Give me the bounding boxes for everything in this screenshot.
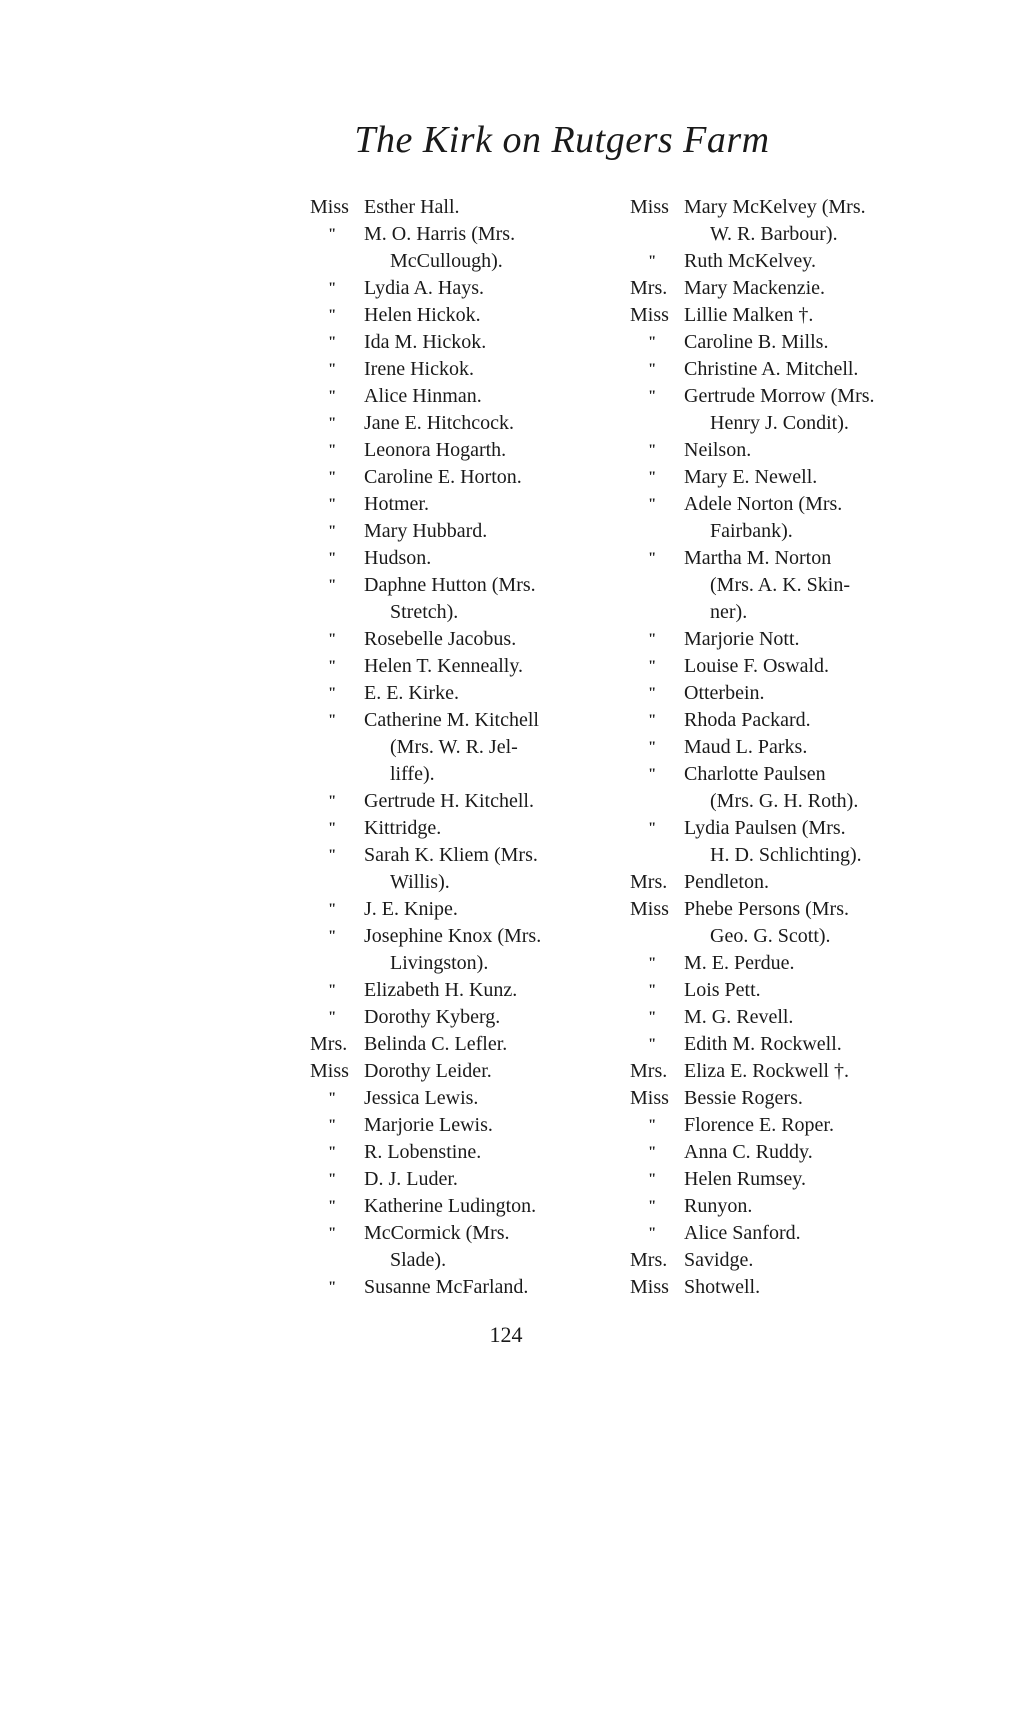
honorific: Mrs. <box>630 277 668 299</box>
person-name: Geo. G. Scott). <box>710 925 831 947</box>
ditto-mark: " <box>328 982 337 998</box>
person-name: (Mrs. G. H. Roth). <box>710 790 859 812</box>
left-column-entry <box>310 491 635 518</box>
ditto-mark: " <box>328 226 337 242</box>
person-name: H. D. Schlichting). <box>710 844 862 866</box>
person-name: Bessie Rogers. <box>684 1087 803 1109</box>
person-name: Dorothy Leider. <box>364 1060 492 1082</box>
person-name: Adele Norton (Mrs. <box>684 493 843 515</box>
person-name: M. O. Harris (Mrs. <box>364 223 516 245</box>
right-column-entry <box>630 1247 960 1274</box>
left-column-entry <box>310 626 635 653</box>
person-name: Louise F. Oswald. <box>684 655 830 677</box>
ditto-mark: " <box>648 496 657 512</box>
right-column-entry <box>630 734 960 761</box>
person-name: Stretch). <box>390 601 459 623</box>
honorific: Miss <box>310 1060 349 1082</box>
person-name: Martha M. Norton <box>684 547 832 569</box>
ditto-mark: " <box>328 577 337 593</box>
left-column-entry <box>310 761 635 788</box>
person-name: Eliza E. Rockwell †. <box>684 1060 849 1082</box>
right-column-entry <box>630 923 960 950</box>
ditto-mark: " <box>648 658 657 674</box>
ditto-mark: " <box>648 469 657 485</box>
right-column-entry <box>630 680 960 707</box>
person-name: Lydia A. Hays. <box>364 277 484 299</box>
ditto-mark: " <box>328 901 337 917</box>
person-name: Dorothy Kyberg. <box>364 1006 501 1028</box>
right-column-entry <box>630 1139 960 1166</box>
right-column-entry <box>630 1031 960 1058</box>
honorific: Miss <box>310 196 349 218</box>
left-column-entry <box>310 518 635 545</box>
left-column-entry <box>310 1085 635 1112</box>
person-name: Anna C. Ruddy. <box>684 1141 813 1163</box>
person-name: Otterbein. <box>684 682 765 704</box>
left-column-entry <box>310 950 635 977</box>
ditto-mark: " <box>328 1144 337 1160</box>
ditto-mark: " <box>648 982 657 998</box>
right-column-entry <box>630 1058 960 1085</box>
ditto-mark: " <box>328 685 337 701</box>
right-column-entry <box>630 626 960 653</box>
ditto-mark: " <box>328 847 337 863</box>
ditto-mark: " <box>648 766 657 782</box>
ditto-mark: " <box>328 415 337 431</box>
person-name: D. J. Luder. <box>364 1168 458 1190</box>
person-name: Elizabeth H. Kunz. <box>364 979 518 1001</box>
right-column-entry <box>630 302 960 329</box>
left-column-entry <box>310 842 635 869</box>
honorific: Mrs. <box>310 1033 348 1055</box>
honorific: Miss <box>630 196 669 218</box>
person-name: (Mrs. A. K. Skin- <box>710 574 851 596</box>
ditto-mark: " <box>328 631 337 647</box>
ditto-mark: " <box>648 334 657 350</box>
ditto-mark: " <box>648 1225 657 1241</box>
person-name: Gertrude H. Kitchell. <box>364 790 534 812</box>
left-column-entry <box>310 1166 635 1193</box>
ditto-mark: " <box>328 388 337 404</box>
right-column-entry <box>630 599 960 626</box>
person-name: McCormick (Mrs. <box>364 1222 510 1244</box>
person-name: Marjorie Nott. <box>684 628 800 650</box>
person-name: Helen Hickok. <box>364 304 481 326</box>
right-column-entry <box>630 464 960 491</box>
person-name: Lois Pett. <box>684 979 761 1001</box>
page-number: 124 <box>489 1322 523 1347</box>
left-column-entry <box>310 1004 635 1031</box>
person-name: Slade). <box>390 1249 447 1271</box>
ditto-mark: " <box>328 496 337 512</box>
person-name: Helen Rumsey. <box>684 1168 807 1190</box>
ditto-mark: " <box>648 1036 657 1052</box>
left-name-column <box>310 194 635 1301</box>
person-name: M. G. Revell. <box>684 1006 794 1028</box>
person-name: Jessica Lewis. <box>364 1087 479 1109</box>
left-column-entry <box>310 1031 635 1058</box>
right-column-entry <box>630 1193 960 1220</box>
right-column-entry <box>630 977 960 1004</box>
person-name: Rhoda Packard. <box>684 709 811 731</box>
ditto-mark: " <box>648 388 657 404</box>
left-column-entry <box>310 329 635 356</box>
person-name: (Mrs. W. R. Jel- <box>390 736 518 758</box>
left-column-entry <box>310 788 635 815</box>
person-name: Mary E. Newell. <box>684 466 818 488</box>
left-column-entry <box>310 1112 635 1139</box>
right-column-entry <box>630 221 960 248</box>
person-name: Phebe Persons (Mrs. <box>684 898 849 920</box>
person-name: E. E. Kirke. <box>364 682 459 704</box>
right-column-entry <box>630 1220 960 1247</box>
person-name: Belinda C. Lefler. <box>364 1033 508 1055</box>
person-name: Catherine M. Kitchell <box>364 709 539 731</box>
left-column-entry <box>310 464 635 491</box>
right-column-entry <box>630 842 960 869</box>
right-column-entry <box>630 707 960 734</box>
ditto-mark: " <box>328 1090 337 1106</box>
ditto-mark: " <box>648 955 657 971</box>
ditto-mark: " <box>328 442 337 458</box>
ditto-mark: " <box>328 550 337 566</box>
ditto-mark: " <box>328 712 337 728</box>
left-column-entry <box>310 599 635 626</box>
ditto-mark: " <box>328 361 337 377</box>
person-name: Shotwell. <box>684 1276 761 1298</box>
person-name: Alice Hinman. <box>364 385 482 407</box>
ditto-mark: " <box>328 1279 337 1295</box>
person-name: Christine A. Mitchell. <box>684 358 859 380</box>
ditto-mark: " <box>328 820 337 836</box>
right-column-entry <box>630 572 960 599</box>
left-column-entry <box>310 1274 635 1301</box>
right-column-entry <box>630 815 960 842</box>
ditto-mark: " <box>328 1198 337 1214</box>
left-column-entry <box>310 356 635 383</box>
left-column-entry <box>310 1247 635 1274</box>
left-column-entry <box>310 1139 635 1166</box>
person-name: Runyon. <box>684 1195 753 1217</box>
person-name: Daphne Hutton (Mrs. <box>364 574 536 596</box>
right-column-entry <box>630 1112 960 1139</box>
ditto-mark: " <box>648 1144 657 1160</box>
ditto-mark: " <box>328 1117 337 1133</box>
right-column-entry <box>630 1085 960 1112</box>
right-column-entry <box>630 761 960 788</box>
honorific: Mrs. <box>630 871 668 893</box>
person-name: Lillie Malken †. <box>684 304 814 326</box>
ditto-mark: " <box>648 1198 657 1214</box>
person-name: J. E. Knipe. <box>364 898 458 920</box>
left-column-entry <box>310 383 635 410</box>
left-column-entry <box>310 653 635 680</box>
person-name: Helen T. Kenneally. <box>364 655 524 677</box>
person-name: ner). <box>710 601 748 623</box>
ditto-mark: " <box>648 739 657 755</box>
ditto-mark: " <box>648 712 657 728</box>
ditto-mark: " <box>648 361 657 377</box>
ditto-mark: " <box>328 928 337 944</box>
ditto-mark: " <box>328 280 337 296</box>
left-column-entry <box>310 248 635 275</box>
person-name: Mary McKelvey (Mrs. <box>684 196 866 218</box>
left-column-entry <box>310 977 635 1004</box>
right-column-entry <box>630 1004 960 1031</box>
right-column-entry <box>630 275 960 302</box>
person-name: Savidge. <box>684 1249 754 1271</box>
person-name: Mary Mackenzie. <box>684 277 826 299</box>
right-column-entry <box>630 491 960 518</box>
person-name: Mary Hubbard. <box>364 520 488 542</box>
honorific: Miss <box>630 304 669 326</box>
ditto-mark: " <box>648 253 657 269</box>
person-name: M. E. Perdue. <box>684 952 795 974</box>
person-name: Katherine Ludington. <box>364 1195 537 1217</box>
ditto-mark: " <box>648 1171 657 1187</box>
ditto-mark: " <box>648 820 657 836</box>
right-column-entry <box>630 950 960 977</box>
left-column-entry <box>310 707 635 734</box>
person-name: Pendleton. <box>684 871 769 893</box>
person-name: Charlotte Paulsen <box>684 763 826 785</box>
person-name: Caroline B. Mills. <box>684 331 829 353</box>
left-column-entry <box>310 194 635 221</box>
right-column-entry <box>630 383 960 410</box>
person-name: Ruth McKelvey. <box>684 250 817 272</box>
right-column-entry <box>630 329 960 356</box>
ditto-mark: " <box>328 793 337 809</box>
person-name: Fairbank). <box>710 520 793 542</box>
left-column-entry <box>310 1193 635 1220</box>
person-name: Rosebelle Jacobus. <box>364 628 517 650</box>
left-column-entry <box>310 869 635 896</box>
right-column-entry <box>630 896 960 923</box>
right-column-entry <box>630 194 960 221</box>
ditto-mark: " <box>328 658 337 674</box>
person-name: Kittridge. <box>364 817 442 839</box>
person-name: Florence E. Roper. <box>684 1114 834 1136</box>
ditto-mark: " <box>648 550 657 566</box>
person-name: Maud L. Parks. <box>684 736 808 758</box>
ditto-mark: " <box>328 307 337 323</box>
person-name: Henry J. Condit). <box>710 412 849 434</box>
ditto-mark: " <box>328 1009 337 1025</box>
person-name: McCullough). <box>390 250 503 272</box>
person-name: Jane E. Hitchcock. <box>364 412 514 434</box>
left-column-entry <box>310 1058 635 1085</box>
person-name: Sarah K. Kliem (Mrs. <box>364 844 538 866</box>
ditto-mark: " <box>328 469 337 485</box>
left-column-entry <box>310 680 635 707</box>
person-name: Lydia Paulsen (Mrs. <box>684 817 846 839</box>
ditto-mark: " <box>648 685 657 701</box>
person-name: Esther Hall. <box>364 196 460 218</box>
ditto-mark: " <box>648 1117 657 1133</box>
running-title: The Kirk on Rutgers Farm <box>354 119 770 161</box>
person-name: Leonora Hogarth. <box>364 439 507 461</box>
person-name: Hotmer. <box>364 493 429 515</box>
left-column-entry <box>310 1220 635 1247</box>
person-name: Edith M. Rockwell. <box>684 1033 842 1055</box>
left-column-entry <box>310 896 635 923</box>
person-name: Caroline E. Horton. <box>364 466 522 488</box>
right-column-entry <box>630 1274 960 1301</box>
person-name: Alice Sanford. <box>684 1222 801 1244</box>
person-name: Josephine Knox (Mrs. <box>364 925 542 947</box>
person-name: Marjorie Lewis. <box>364 1114 493 1136</box>
ditto-mark: " <box>328 334 337 350</box>
ditto-mark: " <box>648 1009 657 1025</box>
right-column-entry <box>630 410 960 437</box>
ditto-mark: " <box>648 631 657 647</box>
person-name: R. Lobenstine. <box>364 1141 482 1163</box>
left-column-entry <box>310 437 635 464</box>
person-name: liffe). <box>390 763 435 785</box>
right-column-entry <box>630 653 960 680</box>
right-column-entry <box>630 356 960 383</box>
right-column-entry <box>630 788 960 815</box>
ditto-mark: " <box>328 1171 337 1187</box>
person-name: Ida M. Hickok. <box>364 331 487 353</box>
left-column-entry <box>310 923 635 950</box>
right-column-entry <box>630 248 960 275</box>
honorific: Miss <box>630 1087 669 1109</box>
ditto-mark: " <box>648 442 657 458</box>
honorific: Mrs. <box>630 1060 668 1082</box>
right-column-entry <box>630 1166 960 1193</box>
right-column-entry <box>630 518 960 545</box>
ditto-mark: " <box>328 1225 337 1241</box>
left-column-entry <box>310 734 635 761</box>
left-column-entry <box>310 815 635 842</box>
left-column-entry <box>310 275 635 302</box>
person-name: W. R. Barbour). <box>710 223 838 245</box>
right-name-column <box>630 194 960 1301</box>
person-name: Susanne McFarland. <box>364 1276 529 1298</box>
ditto-mark: " <box>328 523 337 539</box>
honorific: Miss <box>630 1276 669 1298</box>
left-column-entry <box>310 302 635 329</box>
right-column-entry <box>630 545 960 572</box>
left-column-entry <box>310 221 635 248</box>
right-column-entry <box>630 869 960 896</box>
left-column-entry <box>310 410 635 437</box>
left-column-entry <box>310 572 635 599</box>
person-name: Irene Hickok. <box>364 358 474 380</box>
person-name: Hudson. <box>364 547 432 569</box>
left-column-entry <box>310 545 635 572</box>
person-name: Gertrude Morrow (Mrs. <box>684 385 875 407</box>
person-name: Livingston). <box>390 952 489 974</box>
honorific: Miss <box>630 898 669 920</box>
right-column-entry <box>630 437 960 464</box>
person-name: Neilson. <box>684 439 752 461</box>
honorific: Mrs. <box>630 1249 668 1271</box>
person-name: Willis). <box>390 871 450 893</box>
